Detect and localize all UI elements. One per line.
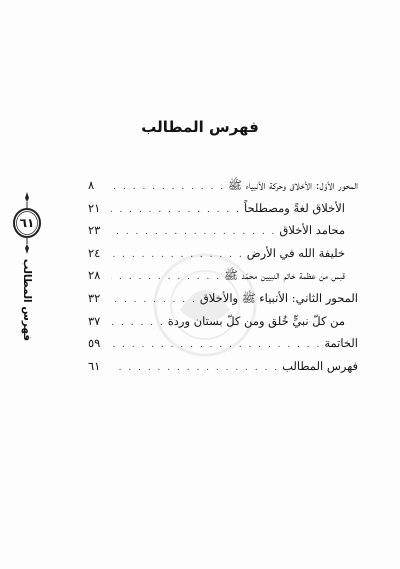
table-of-contents — [88, 178, 358, 381]
toc-entry[interactable] — [88, 314, 358, 337]
toc-entry-page: ٨ — [88, 178, 95, 192]
toc-entry[interactable] — [88, 246, 358, 269]
toc-entry-page: ٢١ — [88, 200, 101, 215]
toc-entry[interactable] — [88, 201, 358, 224]
toc-dot-leader — [111, 272, 221, 282]
toc-entry[interactable] — [88, 291, 358, 314]
toc-entry[interactable] — [88, 223, 358, 246]
toc-entry-title: فهرس المطالب — [282, 358, 358, 373]
toc-dot-leader — [111, 227, 276, 237]
toc-dot-leader — [111, 205, 241, 215]
toc-dot-leader — [111, 182, 225, 192]
toc-entry-title: خليفة الله في الأرض — [246, 245, 345, 260]
toc-entry-page: ٦١ — [88, 358, 101, 373]
toc-entry-page: ٣٧ — [88, 313, 101, 328]
toc-dot-leader — [111, 340, 321, 350]
toc-entry-title: محامد الأخلاق — [279, 223, 345, 238]
running-header-label: فهرس المطالب — [21, 258, 33, 342]
page-title: فهرس المطالب — [141, 118, 259, 136]
toc-entry-title: الخاتمة — [324, 336, 358, 351]
toc-dot-leader — [111, 363, 279, 373]
toc-dot-leader — [111, 250, 244, 260]
toc-dot-leader — [111, 318, 165, 328]
toc-entry-page: ٣٢ — [88, 290, 101, 305]
toc-entry-title: الأخلاق لغةً ومصطلحاً — [243, 200, 345, 215]
toc-entry[interactable] — [88, 336, 358, 359]
toc-entry-title: من كلّ نبيٍّ خُلق ومن كلّ بستان وردة — [167, 313, 345, 328]
page-number: ٦١ — [19, 216, 35, 230]
toc-entry[interactable] — [88, 359, 358, 382]
toc-entry[interactable] — [88, 268, 358, 291]
toc-entry-title: المحور الثاني: الأنبياء ﷺ والأخلاق — [199, 290, 358, 305]
toc-entry-page: ٢٤ — [88, 245, 101, 260]
toc-entry-title: قبس من عظمة خاتم النبيين محمّد ﷺ — [224, 268, 345, 283]
toc-entry-page: ٢٣ — [88, 223, 101, 238]
toc-entry[interactable] — [88, 178, 358, 201]
toc-dot-leader — [111, 295, 197, 305]
toc-entry-title: المحور الأوّل: الأخلاق وحركة الأنبياء ﷺ — [228, 178, 358, 192]
toc-entry-page: ٢٨ — [88, 268, 101, 283]
toc-entry-page: ٥٩ — [88, 336, 101, 351]
